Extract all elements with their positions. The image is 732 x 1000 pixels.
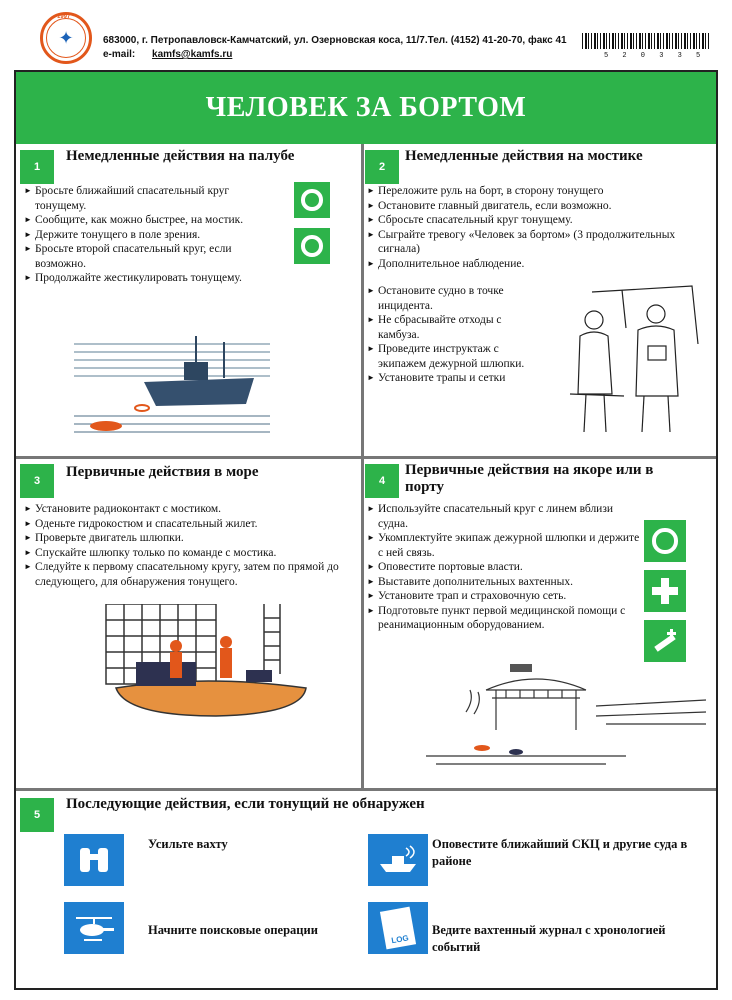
divider-horizontal-2 xyxy=(16,788,716,791)
poster-frame xyxy=(14,70,718,990)
helicopter-icon xyxy=(64,902,124,954)
rescue-boat-illustration xyxy=(96,604,316,724)
divider-vertical xyxy=(361,144,364,788)
log-label: LOG xyxy=(390,933,410,946)
compass-icon: ✦ xyxy=(46,18,86,58)
list-item: ► Установите радиоконтакт с мостиком. xyxy=(24,502,358,517)
section-1-list xyxy=(24,184,246,286)
action-notify-rescue: Оповестите ближайший СКЦ и другие суда в районе xyxy=(432,837,688,868)
logbook-icon xyxy=(368,902,428,954)
contact-info xyxy=(103,34,567,62)
list-item: ► Следуйте к первому спасательному кругу, затем по прямой до следующего, для обнаружения тонущего. xyxy=(24,560,358,589)
harbor-rescue-illustration xyxy=(426,660,706,776)
section-1-title: Немедленные действия на палубе xyxy=(66,148,295,164)
section-4-title: Первичные действия на якоре или в порту xyxy=(405,462,654,495)
company-logo xyxy=(40,12,92,64)
resuscitation-sign-icon xyxy=(644,620,686,662)
action-keep-log: Ведите вахтенный журнал с хронологией событий xyxy=(432,923,666,954)
list-item: ► Бросьте ближайший спасательный круг тонущему. xyxy=(24,184,246,213)
section-5-number: 5 xyxy=(20,798,54,832)
divider-horizontal-1 xyxy=(16,456,716,459)
list-item: ► Сообщите, как можно быстрее, на мостик. xyxy=(24,213,246,228)
list-item: ► Сбросьте спасательный круг тонущему. xyxy=(367,213,707,228)
list-item: ► Установите трап и страховочную сеть. xyxy=(367,589,645,604)
section-3-list xyxy=(24,502,358,589)
section-2-number: 2 xyxy=(365,150,399,184)
section-3-title: Первичные действия в море xyxy=(66,464,259,480)
lifebuoy-sign-icon xyxy=(294,182,330,218)
logo-year: 1997 xyxy=(57,14,71,20)
bridge-crew-illustration xyxy=(564,284,704,434)
binoculars-icon xyxy=(64,834,124,886)
header xyxy=(0,0,732,64)
ship-rescue-illustration xyxy=(74,334,270,442)
section-1-number: 1 xyxy=(20,150,54,184)
list-item: ► Сыграйте тревогу «Человек за бортом» (3 продолжительных сигнала) xyxy=(367,228,707,257)
first-aid-sign-icon xyxy=(644,570,686,612)
title-bar xyxy=(16,72,716,144)
poster-title: ЧЕЛОВЕК ЗА БОРТОМ xyxy=(205,92,527,123)
barcode-number: 5 2 0 3 3 5 xyxy=(604,52,706,60)
list-item: ► Проведите инструктаж с экипажем дежурной шлюпки. xyxy=(367,342,542,371)
list-item: ► Установите трапы и сетки xyxy=(367,371,542,386)
email-label: e-mail: xyxy=(103,49,136,60)
list-item: ► Проверьте двигатель шлюпки. xyxy=(24,531,358,546)
list-item: ► Переложите руль на борт, в сторону тонущего xyxy=(367,184,707,199)
list-item: ► Не сбрасывайте отходы с камбуза. xyxy=(367,313,542,342)
list-item: ► Оденьте гидрокостюм и спасательный жилет. xyxy=(24,517,358,532)
email-link[interactable]: kamfs@kamfs.ru xyxy=(152,49,233,60)
list-item: ► Используйте спасательный круг с линем вблизи судна. xyxy=(367,502,645,531)
list-item: ► Продолжайте жестикулировать тонущему. xyxy=(24,271,246,286)
list-item: ► Подготовьте пункт первой медицинской помощи с реанимационным оборудованием. xyxy=(367,604,645,633)
list-item: ► Спускайте шлюпку только по команде с мостика. xyxy=(24,546,358,561)
list-item: ► Остановите судно в точке инцидента. xyxy=(367,284,542,313)
section-5-title: Последующие действия, если тонущий не обнаружен xyxy=(66,796,425,812)
list-item: ► Держите тонущего в поле зрения. xyxy=(24,228,246,243)
section-2-list xyxy=(367,184,707,271)
section-4-list xyxy=(367,502,645,633)
section-4-number: 4 xyxy=(365,464,399,498)
section-3-number: 3 xyxy=(20,464,54,498)
lifebuoy-sign-icon xyxy=(644,520,686,562)
ship-alert-icon xyxy=(368,834,428,886)
list-item: ► Бросьте второй спасательный круг, если возможно. xyxy=(24,242,246,271)
list-item: ► Дополнительное наблюдение. xyxy=(367,257,707,272)
list-item: ► Остановите главный двигатель, если возможно. xyxy=(367,199,707,214)
action-increase-watch: Усильте вахту xyxy=(148,837,228,851)
action-start-search: Начните поисковые операции xyxy=(148,923,318,937)
address-line: 683000, г. Петропавловск-Камчатский, ул. Озерновская коса, 11/7.Тел. (4152) 41-20-70, факс 41 xyxy=(103,35,567,46)
section-2-title: Немедленные действия на мостике xyxy=(405,148,643,164)
barcode xyxy=(582,33,710,49)
list-item: ► Выставите дополнительных вахтенных. xyxy=(367,575,645,590)
lifebuoy-sign-icon xyxy=(294,228,330,264)
section-2-list-b xyxy=(367,284,542,386)
list-item: ► Оповестите портовые власти. xyxy=(367,560,645,575)
list-item: ► Укомплектуйте экипаж дежурной шлюпки и держите с ней связь. xyxy=(367,531,645,560)
